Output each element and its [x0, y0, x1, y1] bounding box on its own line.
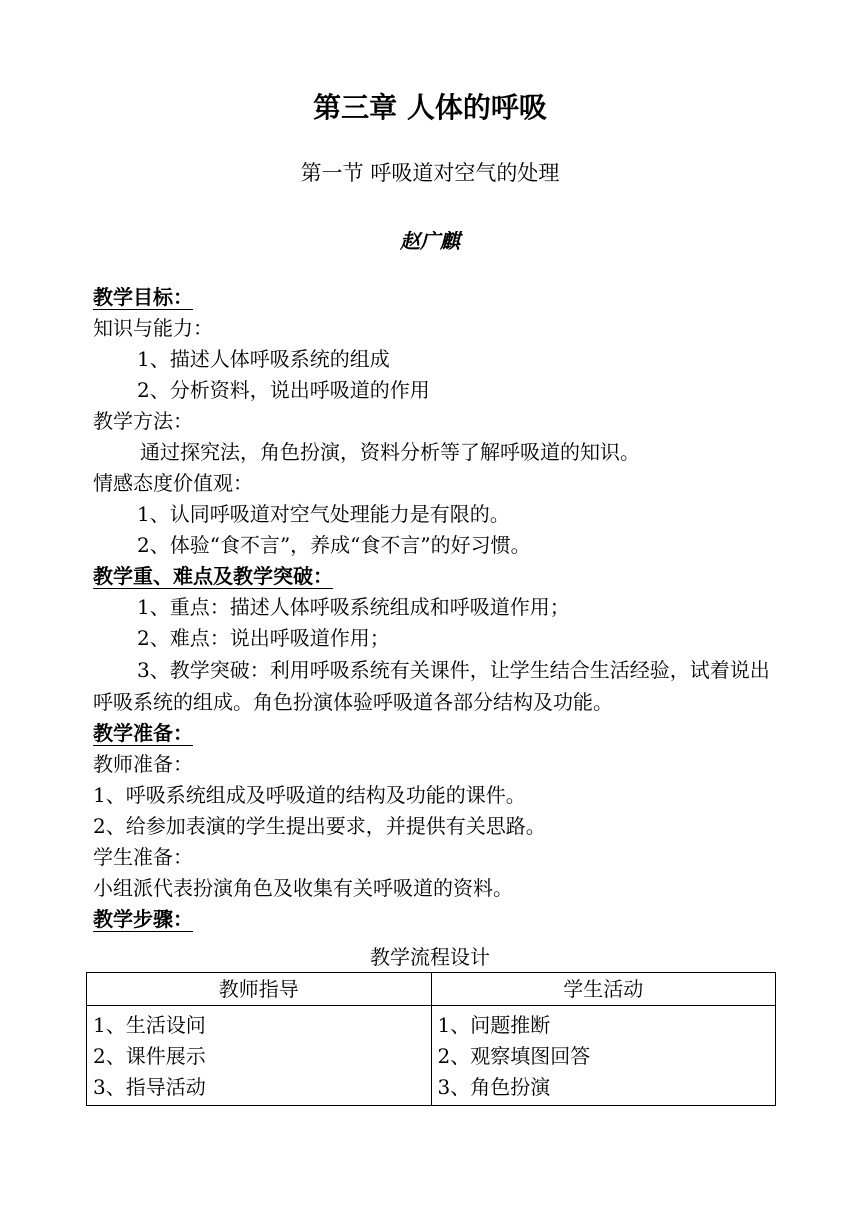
key-points-heading: 教学重、难点及教学突破： — [93, 564, 333, 588]
teacher-step: 1、生活设问 — [93, 1013, 206, 1037]
table-header-row — [87, 973, 776, 1006]
breakthrough-paragraph — [93, 654, 783, 718]
knowledge-label: 知识与能力： — [93, 316, 213, 340]
chapter-title: 第三章 人体的呼吸 — [313, 91, 547, 124]
steps-heading: 教学步骤： — [93, 907, 193, 931]
key-point-item: 1、重点：描述人体呼吸系统组成和呼吸道作用； — [137, 595, 570, 619]
teacher-step: 2、课件展示 — [93, 1044, 206, 1068]
flow-table — [86, 972, 776, 1106]
knowledge-item: 2、分析资料，说出呼吸道的作用 — [137, 378, 430, 402]
objectives-heading: 教学目标： — [93, 285, 193, 309]
student-step: 2、观察填图回答 — [437, 1044, 591, 1068]
method-text: 通过探究法，角色扮演，资料分析等了解呼吸道的知识。 — [140, 440, 640, 464]
teacher-prep-item: 2、给参加表演的学生提出要求，并提供有关思路。 — [93, 814, 546, 838]
student-step: 3、角色扮演 — [437, 1075, 551, 1099]
column-header-student: 学生活动 — [431, 973, 776, 1006]
preparation-heading: 教学准备： — [93, 721, 193, 745]
key-point-item: 2、难点：说出呼吸道作用； — [137, 626, 390, 650]
teacher-step: 3、指导活动 — [93, 1075, 206, 1099]
attitude-item: 2、体验“食不言”，养成“食不言”的好习惯。 — [137, 533, 531, 557]
flow-table-caption: 教学流程设计 — [370, 945, 490, 969]
breakthrough-text: 3、教学突破：利用呼吸系统有关课件，让学生结合生活经验，试着说出呼吸系统的组成。角色扮演体验呼吸道各部分结构及功能。 — [93, 658, 770, 714]
table-row — [87, 1006, 776, 1106]
attitude-label: 情感态度价值观： — [93, 471, 253, 495]
teacher-prep-label: 教师准备： — [93, 752, 193, 776]
author-name: 赵广麒 — [400, 229, 460, 253]
knowledge-item: 1、描述人体呼吸系统的组成 — [137, 347, 390, 371]
teacher-steps-cell — [87, 1006, 432, 1106]
student-prep-text: 小组派代表扮演角色及收集有关呼吸道的资料。 — [93, 876, 513, 900]
teacher-prep-item: 1、呼吸系统组成及呼吸道的结构及功能的课件。 — [93, 783, 526, 807]
method-label: 教学方法： — [93, 409, 193, 433]
student-steps-cell — [431, 1006, 776, 1106]
attitude-item: 1、认同呼吸道对空气处理能力是有限的。 — [137, 502, 510, 526]
document-body — [93, 282, 783, 935]
student-prep-label: 学生准备： — [93, 845, 193, 869]
student-step: 1、问题推断 — [437, 1013, 551, 1037]
section-subtitle: 第一节 呼吸道对空气的处理 — [300, 161, 560, 185]
column-header-teacher: 教师指导 — [87, 973, 432, 1006]
